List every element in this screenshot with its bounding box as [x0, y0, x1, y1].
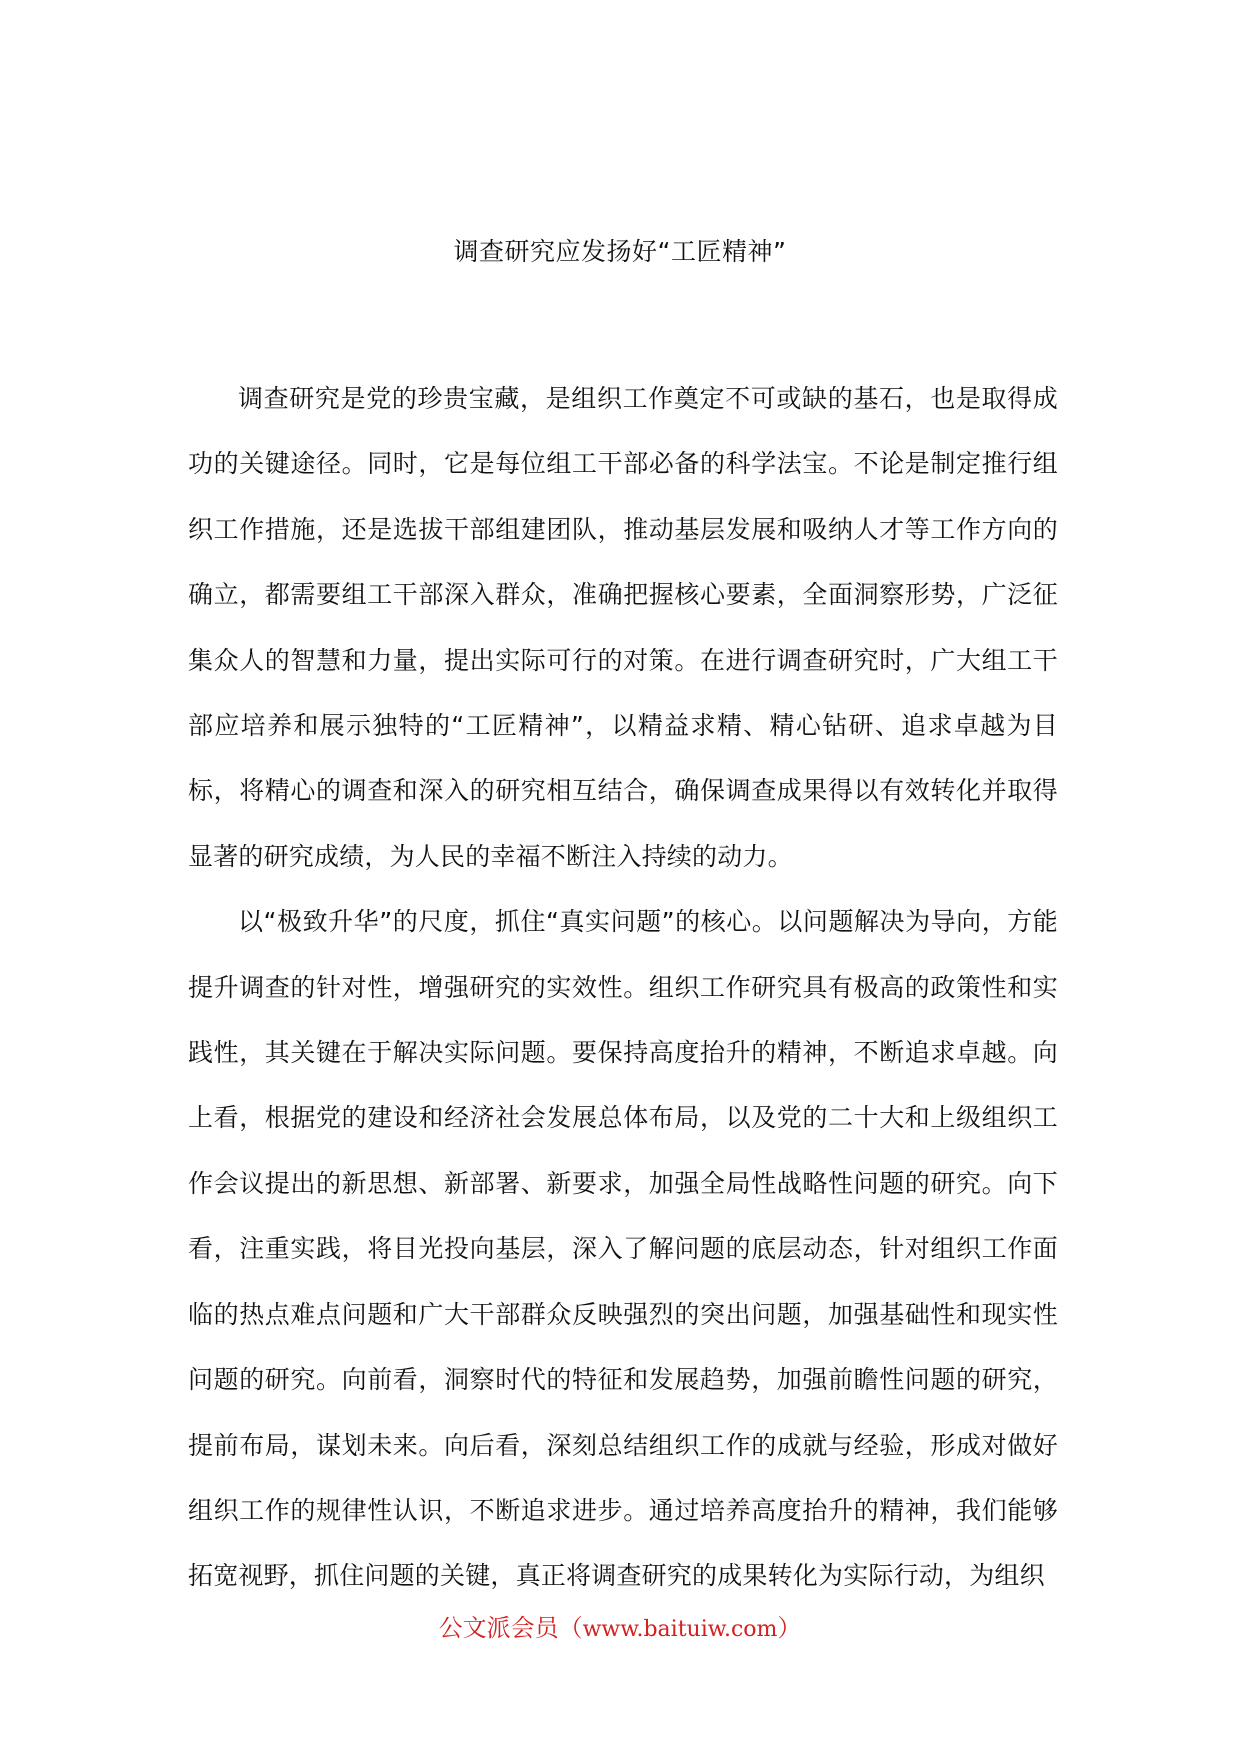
document-body [188, 366, 1058, 1609]
footer-label: 公文派会员（ [438, 1614, 583, 1642]
footer-close-paren: ） [777, 1614, 802, 1642]
paragraph-intro: 调查研究是党的珍贵宝藏，是组织工作奠定不可或缺的基石，也是取得成功的关键途径。同时，它是每位组工干部必备的科学法宝。不论是制定推行组织工作措施，还是选拔干部组建团队，推动基层发展和吸纳人才等工作方向的确立，都需要组工干部深入群众，准确把握核心要素，全面洞察形势，广泛征集众人的智慧和力量，提出实际可行的对策。在进行调查研究时，广大组工干部应培养和展示独特的“工匠精神”，以精益求精、精心钻研、追求卓越为目标，将精心的调查和深入的研究相互结合，确保调查成果得以有效转化并取得显著的研究成绩，为人民的幸福不断注入持续的动力。 [188, 384, 1058, 871]
paragraph-real-problems: 以“极致升华”的尺度，抓住“真实问题”的核心。以问题解决为导向，方能提升调查的针对性，增强研究的实效性。组织工作研究具有极高的政策性和实践性，其关键在于解决实际问题。要保持高度抬升的精神，不断追求卓越。向上看，根据党的建设和经济社会发展总体布局，以及党的二十大和上级组织工作会议提出的新思想、新部署、新要求，加强全局性战略性问题的研究。向下看，注重实践，将目光投向基层，深入了解问题的底层动态，针对组织工作面临的热点难点问题和广大干部群众反映强烈的突出问题，加强基础性和现实性问题的研究。向前看，洞察时代的特征和发展趋势，加强前瞻性问题的研究，提前布局，谋划未来。向后看，深刻总结组织工作的成就与经验，形成对做好组织工作的规律性认识，不断追求进步。通过培养高度抬升的精神，我们能够拓宽视野，抓住问题的关键，真正将调查研究的成果转化为实际行动，为组织 [188, 907, 1058, 1591]
footer-watermark [0, 1610, 1240, 1648]
document-title: 调查研究应发扬好“工匠精神” [453, 237, 787, 266]
footer-url-link[interactable]: www.baituiw.com [582, 1617, 778, 1642]
